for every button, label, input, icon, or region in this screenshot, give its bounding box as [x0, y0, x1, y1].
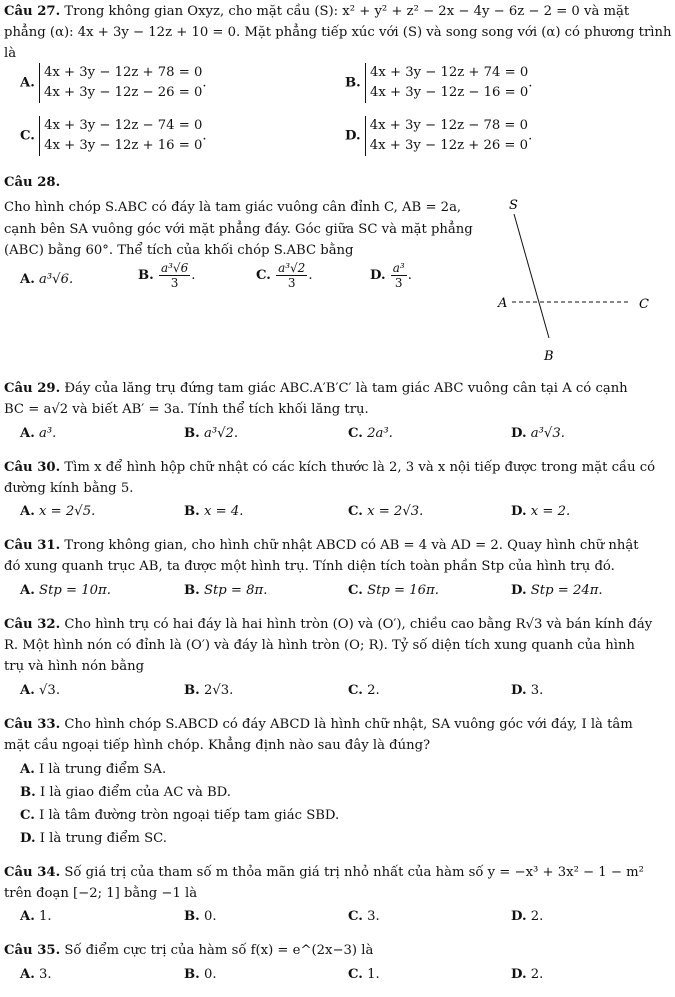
q35-option-b[interactable]: B. 0. — [184, 967, 217, 982]
q34-line-1 — [4, 866, 644, 879]
q34-text-2: trên đoạn [−2; 1] bằng −1 là — [4, 886, 198, 901]
q33-line-1 — [4, 718, 633, 731]
q32-option-b[interactable]: B. 2√3. — [184, 683, 234, 698]
q28-figure — [490, 190, 665, 370]
q33-option-b[interactable]: B. I là giao điểm của AC và BD. — [20, 785, 231, 800]
q31-option-c[interactable]: C. Stp = 16π. — [348, 583, 439, 598]
q27-text-1: Trong không gian Oxyz, cho mặt cầu (S): x² + y² + z² − 2x − 4y − 6z − 2 = 0 và mặt — [64, 4, 630, 19]
q35-text-1: Số điểm cực trị của hàm số f(x) = e^(2x−3) là — [64, 943, 374, 958]
q31-label: Câu 31. — [4, 538, 61, 553]
q27-option-d[interactable]: D. 4x + 3y − 12z − 78 = 0 4x + 3y − 12z + 26 = 0 . — [345, 116, 532, 156]
q32-option-a[interactable]: A. √3. — [20, 683, 61, 698]
q35-label: Câu 35. — [4, 943, 61, 958]
point-s-label: S — [509, 198, 518, 213]
q30-option-a[interactable]: A. x = 2√5. — [20, 504, 96, 519]
q32-text-1: Cho hình trụ có hai đáy là hai hình tròn (O) và (O′), chiều cao bằng R√3 và bán kính đáy — [64, 617, 653, 632]
q29-option-d[interactable]: D. a³√3. — [511, 426, 565, 441]
q27-option-b[interactable]: B. 4x + 3y − 12z + 74 = 0 4x + 3y − 12z − 16 = 0 . — [345, 63, 532, 103]
q29-option-a[interactable]: A. a³. — [20, 426, 57, 441]
q27-label: Câu 27. — [4, 4, 61, 19]
q32-label: Câu 32. — [4, 617, 61, 632]
q30-line-1 — [4, 461, 655, 474]
q33-option-a[interactable]: A. I là trung điểm SA. — [20, 762, 167, 777]
q31-option-b[interactable]: B. Stp = 8π. — [184, 583, 268, 598]
q29-option-c[interactable]: C. 2a³. — [348, 426, 393, 441]
q27-text-3: là — [4, 46, 17, 61]
q28-label: Câu 28. — [4, 175, 61, 190]
q31-text-2: đó xung quanh trục AB, ta được một hình trụ. Tính diện tích toàn phần Stp của hình trụ đó. — [4, 559, 615, 574]
q28-text-1: Cho hình chóp S.ABC có đáy là tam giác vuông cân đỉnh C, AB = 2a, — [4, 200, 462, 215]
point-b-label: B — [544, 349, 554, 364]
point-c-label: C — [639, 297, 649, 312]
q34-label: Câu 34. — [4, 865, 61, 880]
q33-text-2: mặt cầu ngoại tiếp hình chóp. Khẳng định nào sau đây là đúng? — [4, 738, 431, 753]
q32-text-3: trụ và hình nón bằng — [4, 659, 145, 674]
q28-option-b[interactable]: B. $\frac{\text{a³√6}}{3}$ . — [138, 261, 196, 290]
q31-option-d[interactable]: D. Stp = 24π. — [511, 583, 603, 598]
q29-text-2: BC = a√2 và biết AB′ = 3a. Tính thể tích khối lăng trụ. — [4, 402, 369, 417]
segment-sb — [514, 214, 549, 338]
q30-text-2: đường kính bằng 5. — [4, 481, 134, 496]
q27-text-2: phẳng (α): 4x + 3y − 12z + 10 = 0. Mặt phẳng tiếp xúc với (S) và song song với (α) có phương trình — [4, 25, 672, 40]
q28-option-a[interactable]: A. a³√6. — [20, 272, 74, 287]
q32-option-c[interactable]: C. 2. — [348, 683, 380, 698]
q31-text-1: Trong không gian, cho hình chữ nhật ABCD có AB = 4 và AD = 2. Quay hình chữ nhật — [64, 538, 639, 553]
q28-text-2: cạnh bên SA vuông góc với mặt phẳng đáy. Góc giữa SC và mặt phẳng — [4, 222, 473, 237]
q27-option-a[interactable]: A. 4x + 3y − 12z + 78 = 0 4x + 3y − 12z − 26 = 0 . — [20, 63, 207, 103]
q33-text-1: Cho hình chóp S.ABCD có đáy ABCD là hình chữ nhật, SA vuông góc với đáy, I là tâm — [64, 717, 633, 732]
q34-option-d[interactable]: D. 2. — [511, 909, 544, 924]
q30-label: Câu 30. — [4, 460, 61, 475]
q33-option-d[interactable]: D. I là trung điểm SC. — [20, 831, 167, 846]
q29-option-b[interactable]: B. a³√2. — [184, 426, 239, 441]
q34-option-a[interactable]: A. 1. — [20, 909, 52, 924]
q29-label: Câu 29. — [4, 381, 61, 396]
q29-line-1 — [4, 382, 628, 395]
q32-option-d[interactable]: D. 3. — [511, 683, 544, 698]
point-a-label: A — [498, 296, 508, 311]
q33-label: Câu 33. — [4, 717, 61, 732]
q27-line-1 — [4, 5, 629, 18]
q34-option-b[interactable]: B. 0. — [184, 909, 217, 924]
q33-option-c[interactable]: C. I là tâm đường tròn ngoại tiếp tam giác SBD. — [20, 808, 340, 823]
q28-text-3: (ABC) bằng 60°. Thể tích của khối chóp S.ABC bằng — [4, 243, 354, 258]
q35-option-d[interactable]: D. 2. — [511, 967, 544, 982]
q30-option-b[interactable]: B. x = 4. — [184, 504, 244, 519]
q29-text-1: Đáy của lăng trụ đứng tam giác ABC.A′B′C′ là tam giác ABC vuông cân tại A có cạnh — [64, 381, 628, 396]
q32-text-2: R. Một hình nón có đỉnh là (O′) và đáy là hình tròn (O; R). Tỷ số diện tích xung quanh của hình — [4, 638, 635, 653]
q34-text-1: Số giá trị của tham số m thỏa mãn giá trị nhỏ nhất của hàm số y = −x³ + 3x² − 1 − m² — [64, 865, 644, 880]
q35-option-a[interactable]: A. 3. — [20, 967, 52, 982]
q30-text-1: Tìm x để hình hộp chữ nhật có các kích thước là 2, 3 và x nội tiếp được trong mặt cầu có — [64, 460, 656, 475]
q35-line-1 — [4, 944, 373, 957]
q28-option-d[interactable]: D. $\frac{\text{a³}}{3}$ . — [370, 261, 412, 290]
q31-line-1 — [4, 539, 639, 552]
q30-option-d[interactable]: D. x = 2. — [511, 504, 571, 519]
q32-line-1 — [4, 618, 652, 631]
q28-option-c[interactable]: C. $\frac{\text{a³√2}}{3}$ . — [256, 261, 313, 290]
q31-option-a[interactable]: A. Stp = 10π. — [20, 583, 111, 598]
q30-option-c[interactable]: C. x = 2√3. — [348, 504, 424, 519]
q27-option-c[interactable]: C. 4x + 3y − 12z − 74 = 0 4x + 3y − 12z + 16 = 0 . — [20, 116, 207, 156]
q34-option-c[interactable]: C. 3. — [348, 909, 380, 924]
q35-option-c[interactable]: C. 1. — [348, 967, 380, 982]
